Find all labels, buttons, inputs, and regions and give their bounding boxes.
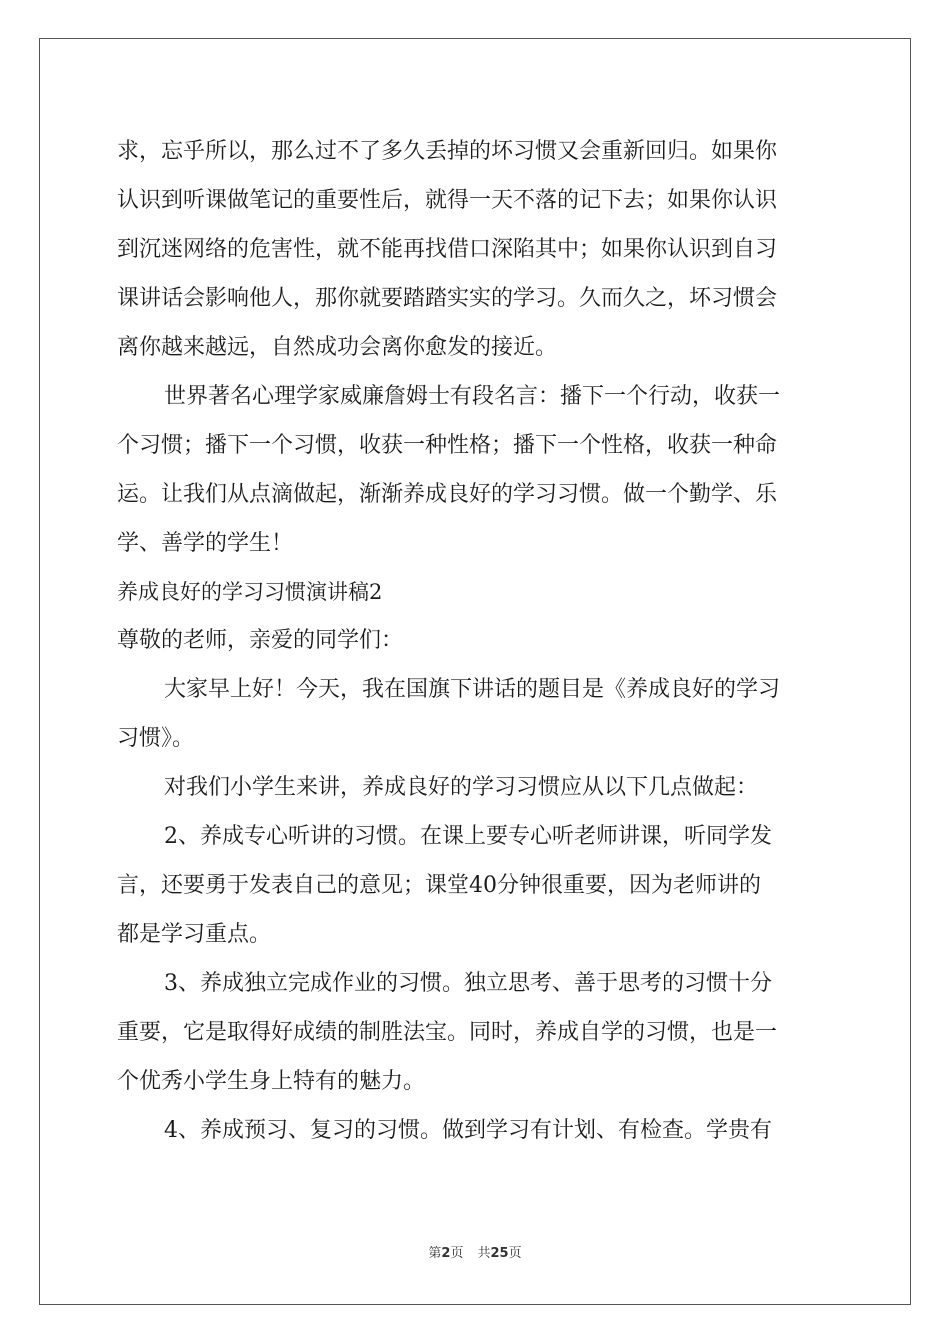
section-heading: 养成良好的学习习惯演讲稿2: [117, 580, 383, 604]
page-unit: 页: [450, 1246, 464, 1261]
page-total: 25: [490, 1246, 509, 1261]
text-line: 课讲话会影响他人，那你就要踏踏实实的学习。久而久之，坏习惯会: [117, 286, 778, 311]
page-footer: [0, 1242, 950, 1261]
document-body: [117, 127, 833, 1155]
text-line: 个优秀小学生身上特有的魅力。: [117, 1069, 426, 1094]
text-line: 言，还要勇于发表自己的意见；课堂40分钟很重要，因为老师讲的: [117, 873, 761, 898]
text-line: 重要，它是取得好成绩的制胜法宝。同时，养成自学的习惯，也是一: [117, 1020, 778, 1045]
total-unit: 页: [508, 1246, 522, 1261]
text-line: 2、养成专心听讲的习惯。在课上要专心听老师讲课，听同学发: [164, 824, 772, 849]
text-line: 学、善学的学生！: [117, 531, 294, 556]
text-line: 对我们小学生来讲，养成良好的学习习惯应从以下几点做起：: [164, 775, 759, 800]
page-prefix: 第: [428, 1246, 442, 1261]
text-line: 个习惯；播下一个习惯，收获一种性格；播下一个性格，收获一种命: [117, 433, 778, 458]
text-line: 世界著名心理学家威廉詹姆士有段名言：播下一个行动，收获一: [164, 384, 781, 409]
text-line: 都是学习重点。: [117, 922, 272, 947]
text-line: 离你越来越远，自然成功会离你愈发的接近。: [117, 335, 558, 360]
text-line: 认识到听课做笔记的重要性后，就得一天不落的记下去；如果你认识: [117, 188, 778, 213]
text-line: 3、养成独立完成作业的习惯。独立思考、善于思考的习惯十分: [164, 971, 772, 996]
text-line: 大家早上好！今天，我在国旗下讲话的题目是《养成良好的学习: [164, 677, 781, 702]
text-line: 尊敬的老师，亲爱的同学们：: [117, 628, 404, 653]
text-line: 运。让我们从点滴做起，渐渐养成良好的学习习惯。做一个勤学、乐: [117, 482, 778, 507]
text-line: 到沉迷网络的危害性，就不能再找借口深陷其中；如果你认识到自习: [117, 237, 778, 262]
text-line: 习惯》。: [117, 726, 195, 751]
text-line: 求，忘乎所以，那么过不了多久丢掉的坏习惯又会重新回归。如果你: [117, 139, 778, 164]
total-prefix: 共: [477, 1246, 491, 1261]
text-line: 4、养成预习、复习的习惯。做到学习有计划、有检查。学贵有: [164, 1118, 772, 1143]
page-current: 2: [441, 1246, 451, 1261]
